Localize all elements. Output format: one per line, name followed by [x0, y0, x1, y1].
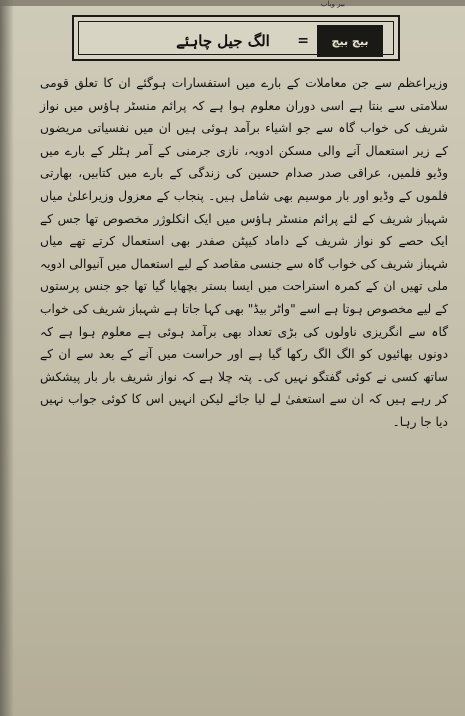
- column-header: [72, 15, 400, 61]
- top-strip-text: بیر ویاب: [320, 0, 345, 8]
- column-header-inner-frame: [78, 21, 394, 55]
- page-edge-shadow: [0, 0, 14, 716]
- column-title: الگ جیل چاہئے: [176, 32, 270, 50]
- column-series-label: بیچ بیچ: [317, 25, 383, 57]
- top-torn-strip: [0, 0, 465, 6]
- article-body: [40, 72, 448, 712]
- header-separator: =: [297, 33, 309, 49]
- article-paragraph: وزیراعظم سے جن معاملات کے بارے میں استفسارات ہوگئے ان کا تعلق قومی سلامتی سے بنتا ہے اسی دوران معلوم ہوا ہے کہ پرائم منسٹر ہاؤس میں نواز شریف کی خواب گاہ سے جو اشیاء برآمد ہوئی ہیں ان میں نفسیاتی مریضوں کے زیر استعمال آنے والی مسکن ادویہ، نازی جرمنی کے آمر ہٹلر کے بارے میں وڈیو فلمیں، عراقی صدر صدام حسین کی زندگی کے بارے میں کتابیں، بھارتی فلموں کے وڈیو اور بار موسیم بھی شامل ہیں۔ پنجاب کے معزول وزیراعلیٰ میاں شہباز شریف کے لئے پرائم منسٹر ہاؤس میں ایک انکلوژر مخصوص تھا جس کے ایک حصے کو نواز شریف کے داماد کیپٹن صفدر بھی استعمال کرتے تھے میاں شہباز شریف کی خواب گاہ سے جنسی مقاصد کے لیے استعمال میں آنیوالی ادویہ ملی تھیں ان کے کمرہ استراحت میں ایسا بستر بچھایا گیا تھا جو جنس پرستوں کے لیے مخصوص ہوتا ہے اسے "واٹر بیڈ" بھی کہا جاتا ہے شہباز شریف کی خواب گاہ سے انگریزی ناولوں کی بڑی تعداد بھی برآمد ہوئی ہے معلوم ہوا ہے کہ دونوں بھائیوں کو الگ الگ رکھا گیا ہے اور حراست میں آنے کے بعد سے ان کے ساتھ کسی نے کوئی گفتگو نہیں کی۔ پتہ چلا ہے کہ نواز شریف بار بار پیشکش کر رہے ہیں کہ ان سے استعفیٰ لے لیا جائے لیکن انہیں اس کا کوئی جواب نہیں دیا جا رہا۔: [40, 76, 448, 429]
